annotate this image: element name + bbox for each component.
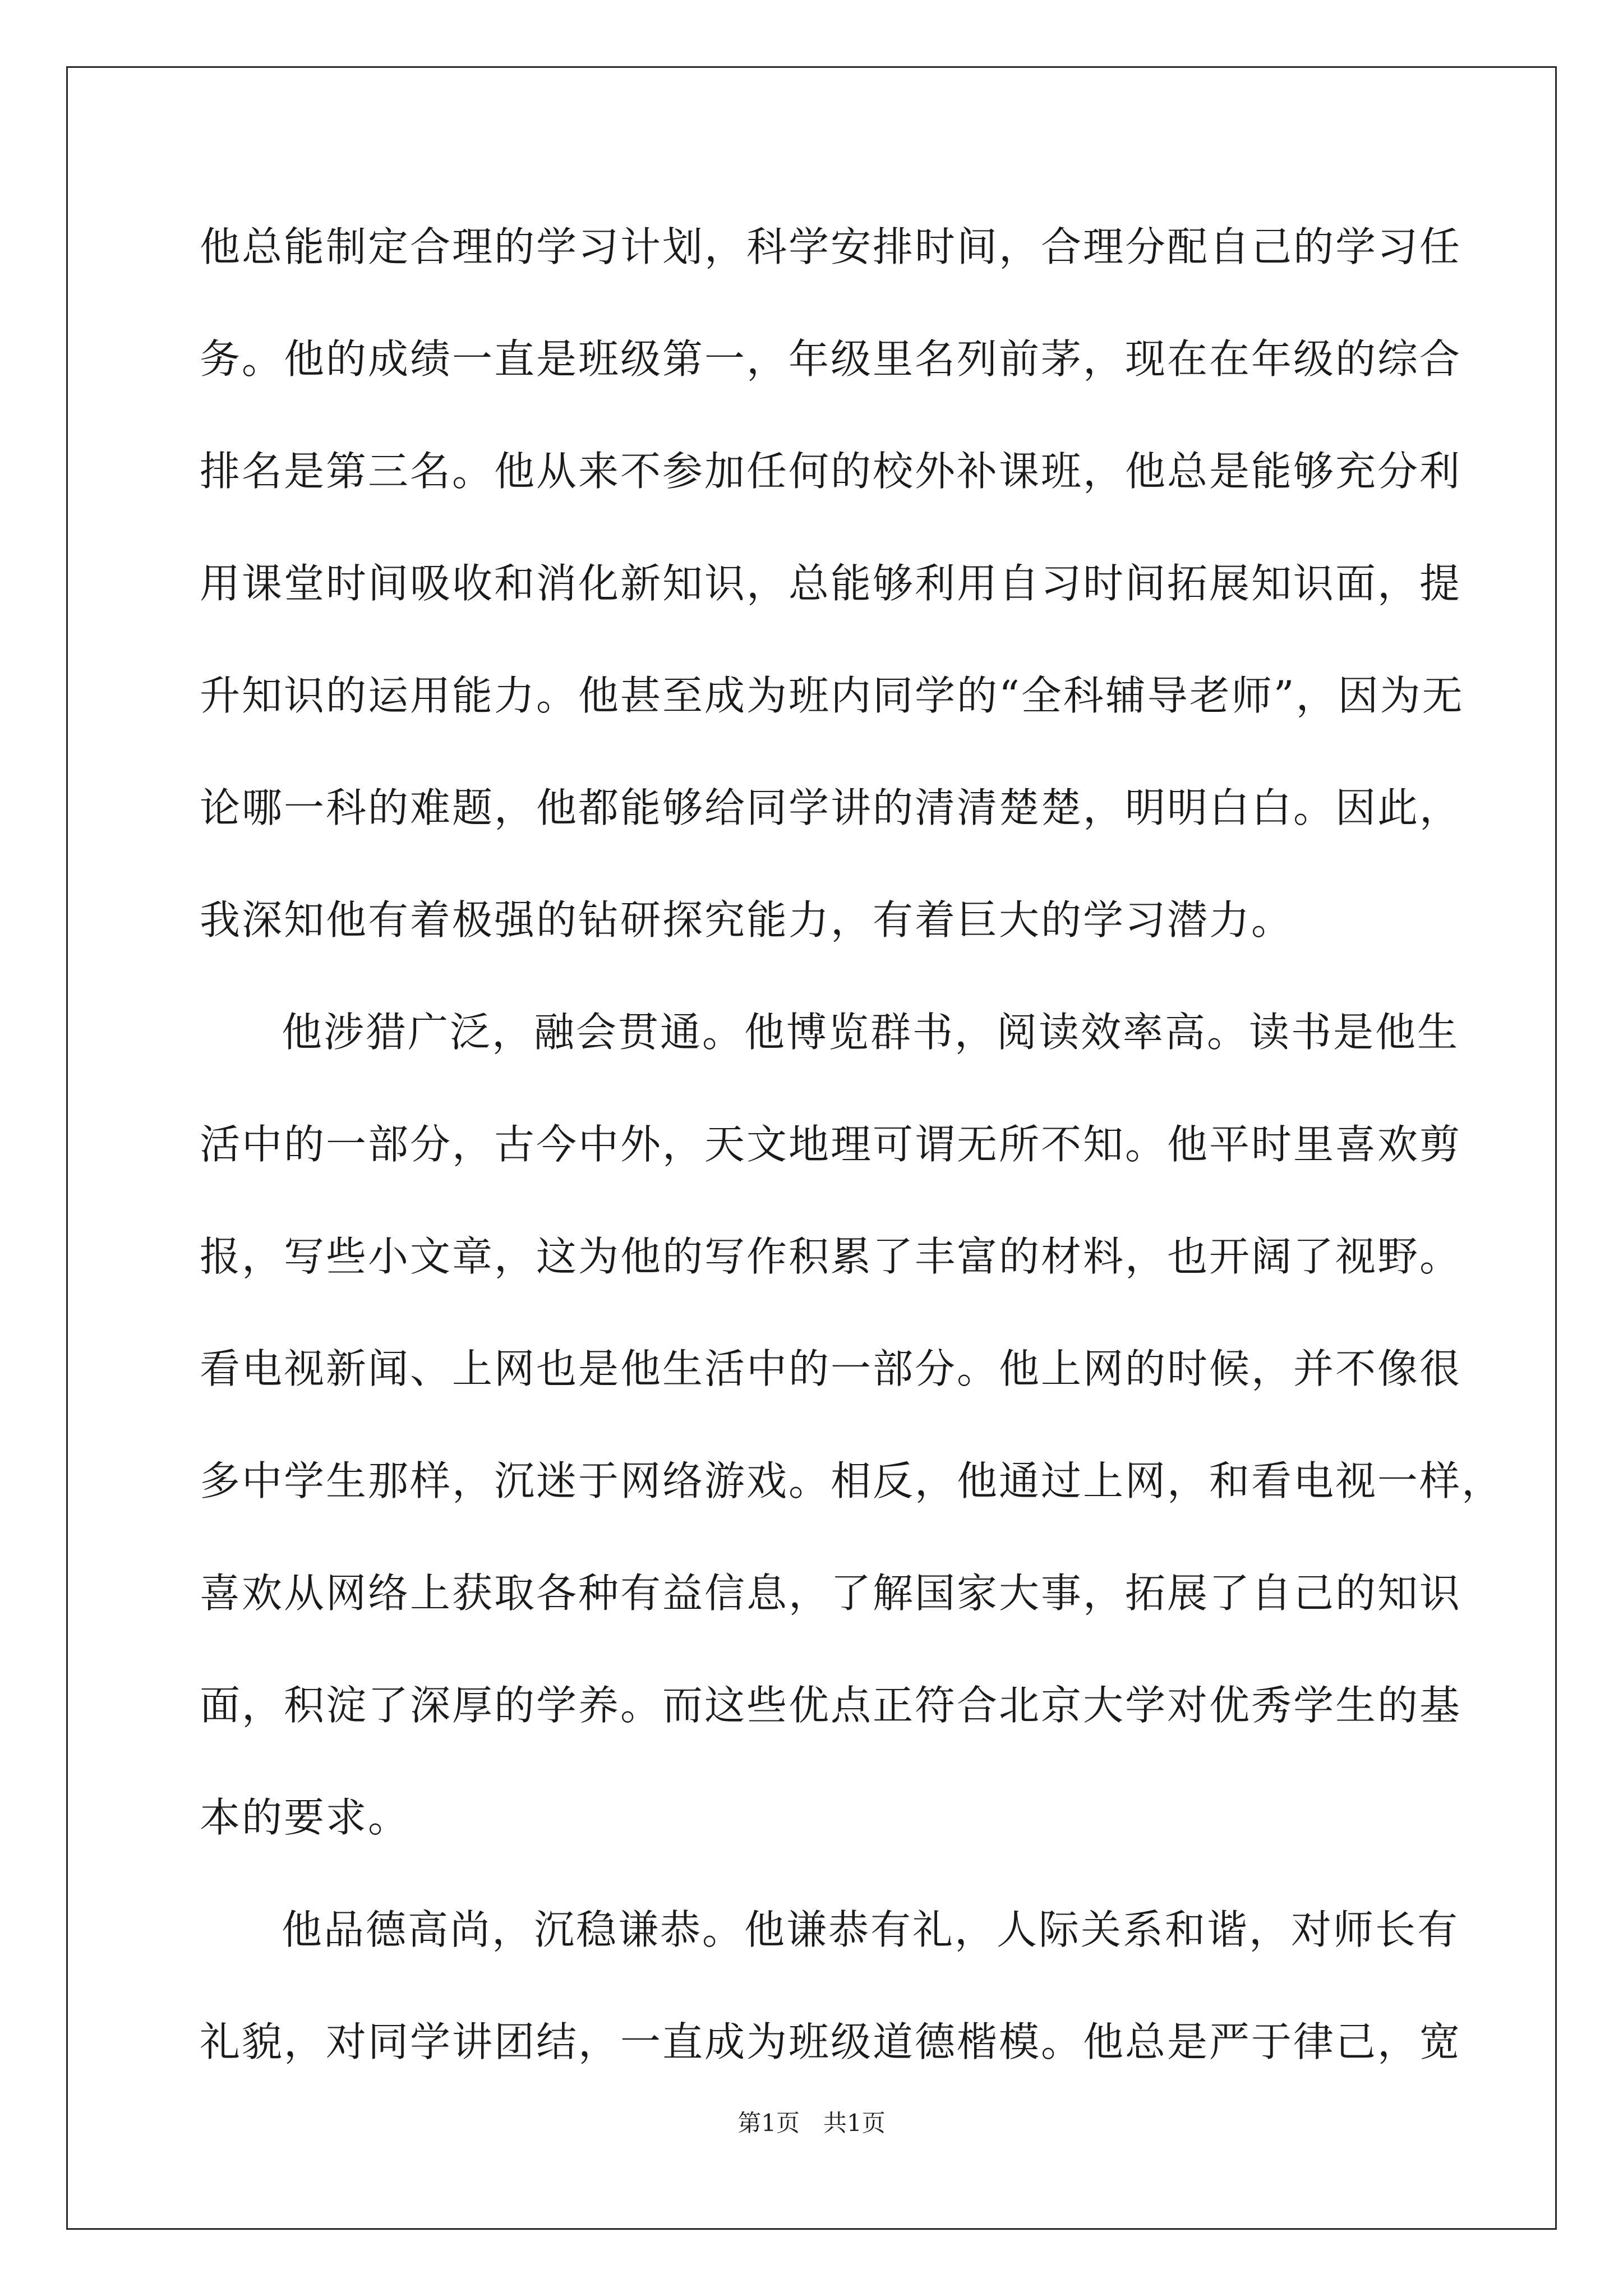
text-line-10: 报，写些小文章，这为他的写作积累了丰富的材料，也开阔了视野。: [200, 1233, 1462, 1280]
text-line-5: 升知识的运用能力。他甚至成为班内同学的“全科辅导老师”，因为无: [200, 672, 1464, 719]
text-line-14: 面，积淀了深厚的学养。而这些优点正符合北京大学对优秀学生的基: [200, 1682, 1462, 1729]
text-line-6: 论哪一科的难题，他都能够给同学讲的清清楚楚，明明白白。因此，: [200, 784, 1462, 831]
page-number-footer: 第1页 共1页: [737, 2109, 886, 2137]
text-line-4: 用课堂时间吸收和消化新知识，总能够利用自习时间拓展知识面，提: [200, 560, 1462, 607]
text-line-7: 我深知他有着极强的钻研探究能力，有着巨大的学习潜力。: [200, 896, 1294, 944]
text-line-15: 本的要求。: [200, 1794, 411, 1841]
text-line-1: 他总能制定合理的学习计划，科学安排时间，合理分配自己的学习任: [200, 223, 1462, 270]
text-line-8: 他涉猎广泛，融会贯通。他博览群书，阅读效率高。读书是他生: [282, 1009, 1460, 1056]
text-line-2: 务。他的成绩一直是班级第一，年级里名列前茅，现在在年级的综合: [200, 335, 1462, 383]
text-line-13: 喜欢从网络上获取各种有益信息，了解国家大事，拓展了自己的知识: [200, 1570, 1462, 1617]
text-line-3: 排名是第三名。他从来不参加任何的校外补课班，他总是能够充分利: [200, 448, 1462, 495]
text-line-17: 礼貌，对同学讲团结，一直成为班级道德楷模。他总是严于律己，宽: [200, 2018, 1462, 2065]
text-line-16: 他品德高尚，沉稳谦恭。他谦恭有礼，人际关系和谐，对师长有: [282, 1906, 1460, 1953]
text-line-12: 多中学生那样，沉迷于网络游戏。相反，他通过上网，和看电视一样，: [200, 1457, 1504, 1504]
text-line-9: 活中的一部分，古今中外，天文地理可谓无所不知。他平时里喜欢剪: [200, 1121, 1462, 1168]
text-line-11: 看电视新闻、上网也是他生活中的一部分。他上网的时候，并不像很: [200, 1345, 1462, 1392]
